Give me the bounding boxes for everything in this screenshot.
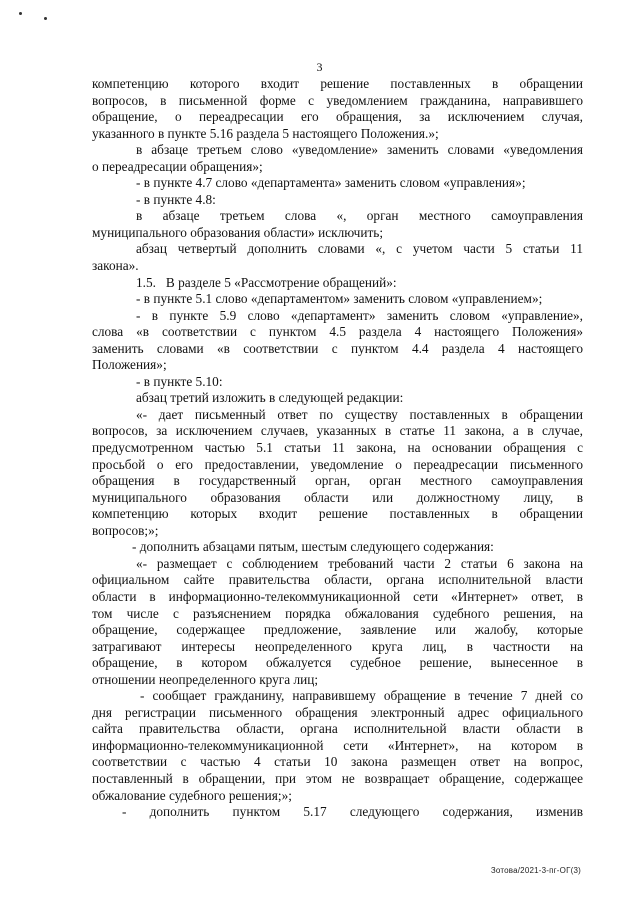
text-line: в абзаце третьем слова «, орган местного самоуправления	[136, 208, 583, 224]
text-line: отношении неопределенного круга лиц;	[92, 671, 319, 687]
text-line: официальном сайте правительства области, органа исполнительной власти	[92, 572, 583, 588]
text-line: - в пункте 5.10:	[136, 373, 223, 389]
text-line: затрагивают интересы неопределенного круга лиц, в частности на	[92, 638, 583, 654]
text-line: просьбой о его предоставлении, уведомление о переадресации письменного	[92, 456, 583, 472]
text-line: сайта правительства области, органа исполнительной власти области в	[92, 721, 583, 737]
text-line: области в информационно-телекоммуникационной сети «Интернет» ответ, в	[92, 588, 583, 604]
scan-speck	[44, 17, 47, 20]
text-line: обжалование судебного решения;»;	[92, 787, 292, 803]
scan-speck	[19, 12, 22, 15]
text-line: о переадресации обращения»;	[92, 158, 263, 174]
text-line: поставленный в обращении, при этом не возвращает обращение, содержащее	[92, 770, 583, 786]
text-line: компетенцию которых входит решение поставленных в обращении	[92, 506, 583, 522]
text-line: заменить словами «в соответствии с пунктом 4.4 раздела 4 настоящего	[92, 340, 583, 356]
text-line: предусмотренном частью 5.1 статьи 11 закона, на основании обращения с	[92, 440, 583, 456]
text-line: - дополнить абзацами пятым, шестым следующего содержания:	[132, 539, 494, 555]
text-line: обращение, о переадресации его обращения, за исключением случая,	[92, 109, 583, 125]
text-line: дня регистрации письменного обращения электронный адрес официального	[92, 704, 583, 720]
text-line: закона».	[92, 258, 139, 274]
text-line: обращения в государственный орган, орган местного самоуправления	[92, 473, 583, 489]
text-line: информационно-телекоммуникационной сети «Интернет», на котором в	[92, 737, 583, 753]
text-line: - в пункте 4.8:	[136, 191, 216, 207]
text-line: абзац четвертый дополнить словами «, с учетом части 5 статьи 11	[136, 241, 583, 257]
text-line: обращение, содержащее предложение, заявление или жалобу, которые	[92, 622, 583, 638]
text-line: «- дает письменный ответ по существу поставленных в обращении	[136, 406, 583, 422]
text-line: обращение, в котором обжалуется судебное решение, вынесенное в	[92, 655, 583, 671]
document-body	[92, 76, 583, 821]
text-line: в абзаце третьем слово «уведомление» заменить словами «уведомления	[136, 142, 583, 158]
text-line: том числе с разъяснением порядка обжалования судебного решения, на	[92, 605, 583, 621]
text-line: абзац третий изложить в следующей редакции:	[136, 390, 404, 406]
text-line: «- размещает с соблюдением требований части 2 статьи 6 закона на	[136, 555, 583, 571]
text-line: - в пункте 5.9 слово «департамент» заменить словом «управление»,	[136, 307, 583, 323]
document-reference: Зотова/2021-3-пг-ОГ(3)	[490, 866, 581, 875]
text-line: муниципального образования области или должностному лицу, в	[92, 489, 583, 505]
text-line: вопросов, за исключением случаев, указанных в статье 11 закона, а в случае,	[92, 423, 583, 439]
text-line: 1.5. В разделе 5 «Рассмотрение обращений»:	[136, 274, 397, 290]
text-line: вопросов, в письменной форме с уведомлением гражданина, направившего	[92, 92, 583, 108]
page-number: 3	[316, 60, 323, 74]
text-line: - сообщает гражданину, направившему обращение в течение 7 дней со	[140, 688, 583, 704]
text-line: - в пункте 4.7 слово «департамента» заменить словом «управления»;	[136, 175, 526, 191]
text-line: соответствии с частью 4 статьи 10 закона размещен ответ на вопрос,	[92, 754, 583, 770]
text-line: муниципального образования области» исключить;	[92, 224, 384, 240]
text-line: вопросов;»;	[92, 522, 159, 538]
text-line: слова «в соответствии с пунктом 4.5 раздела 4 настоящего Положения»	[92, 324, 583, 340]
text-line: указанного в пункте 5.16 раздела 5 настоящего Положения.»;	[92, 125, 439, 141]
text-line: - в пункте 5.1 слово «департаментом» заменить словом «управлением»;	[136, 291, 543, 307]
text-line: компетенцию которого входит решение поставленных в обращении	[92, 76, 583, 91]
text-line: Положения»;	[92, 357, 167, 373]
text-line: - дополнить пунктом 5.17 следующего содержания, изменив	[122, 804, 583, 820]
